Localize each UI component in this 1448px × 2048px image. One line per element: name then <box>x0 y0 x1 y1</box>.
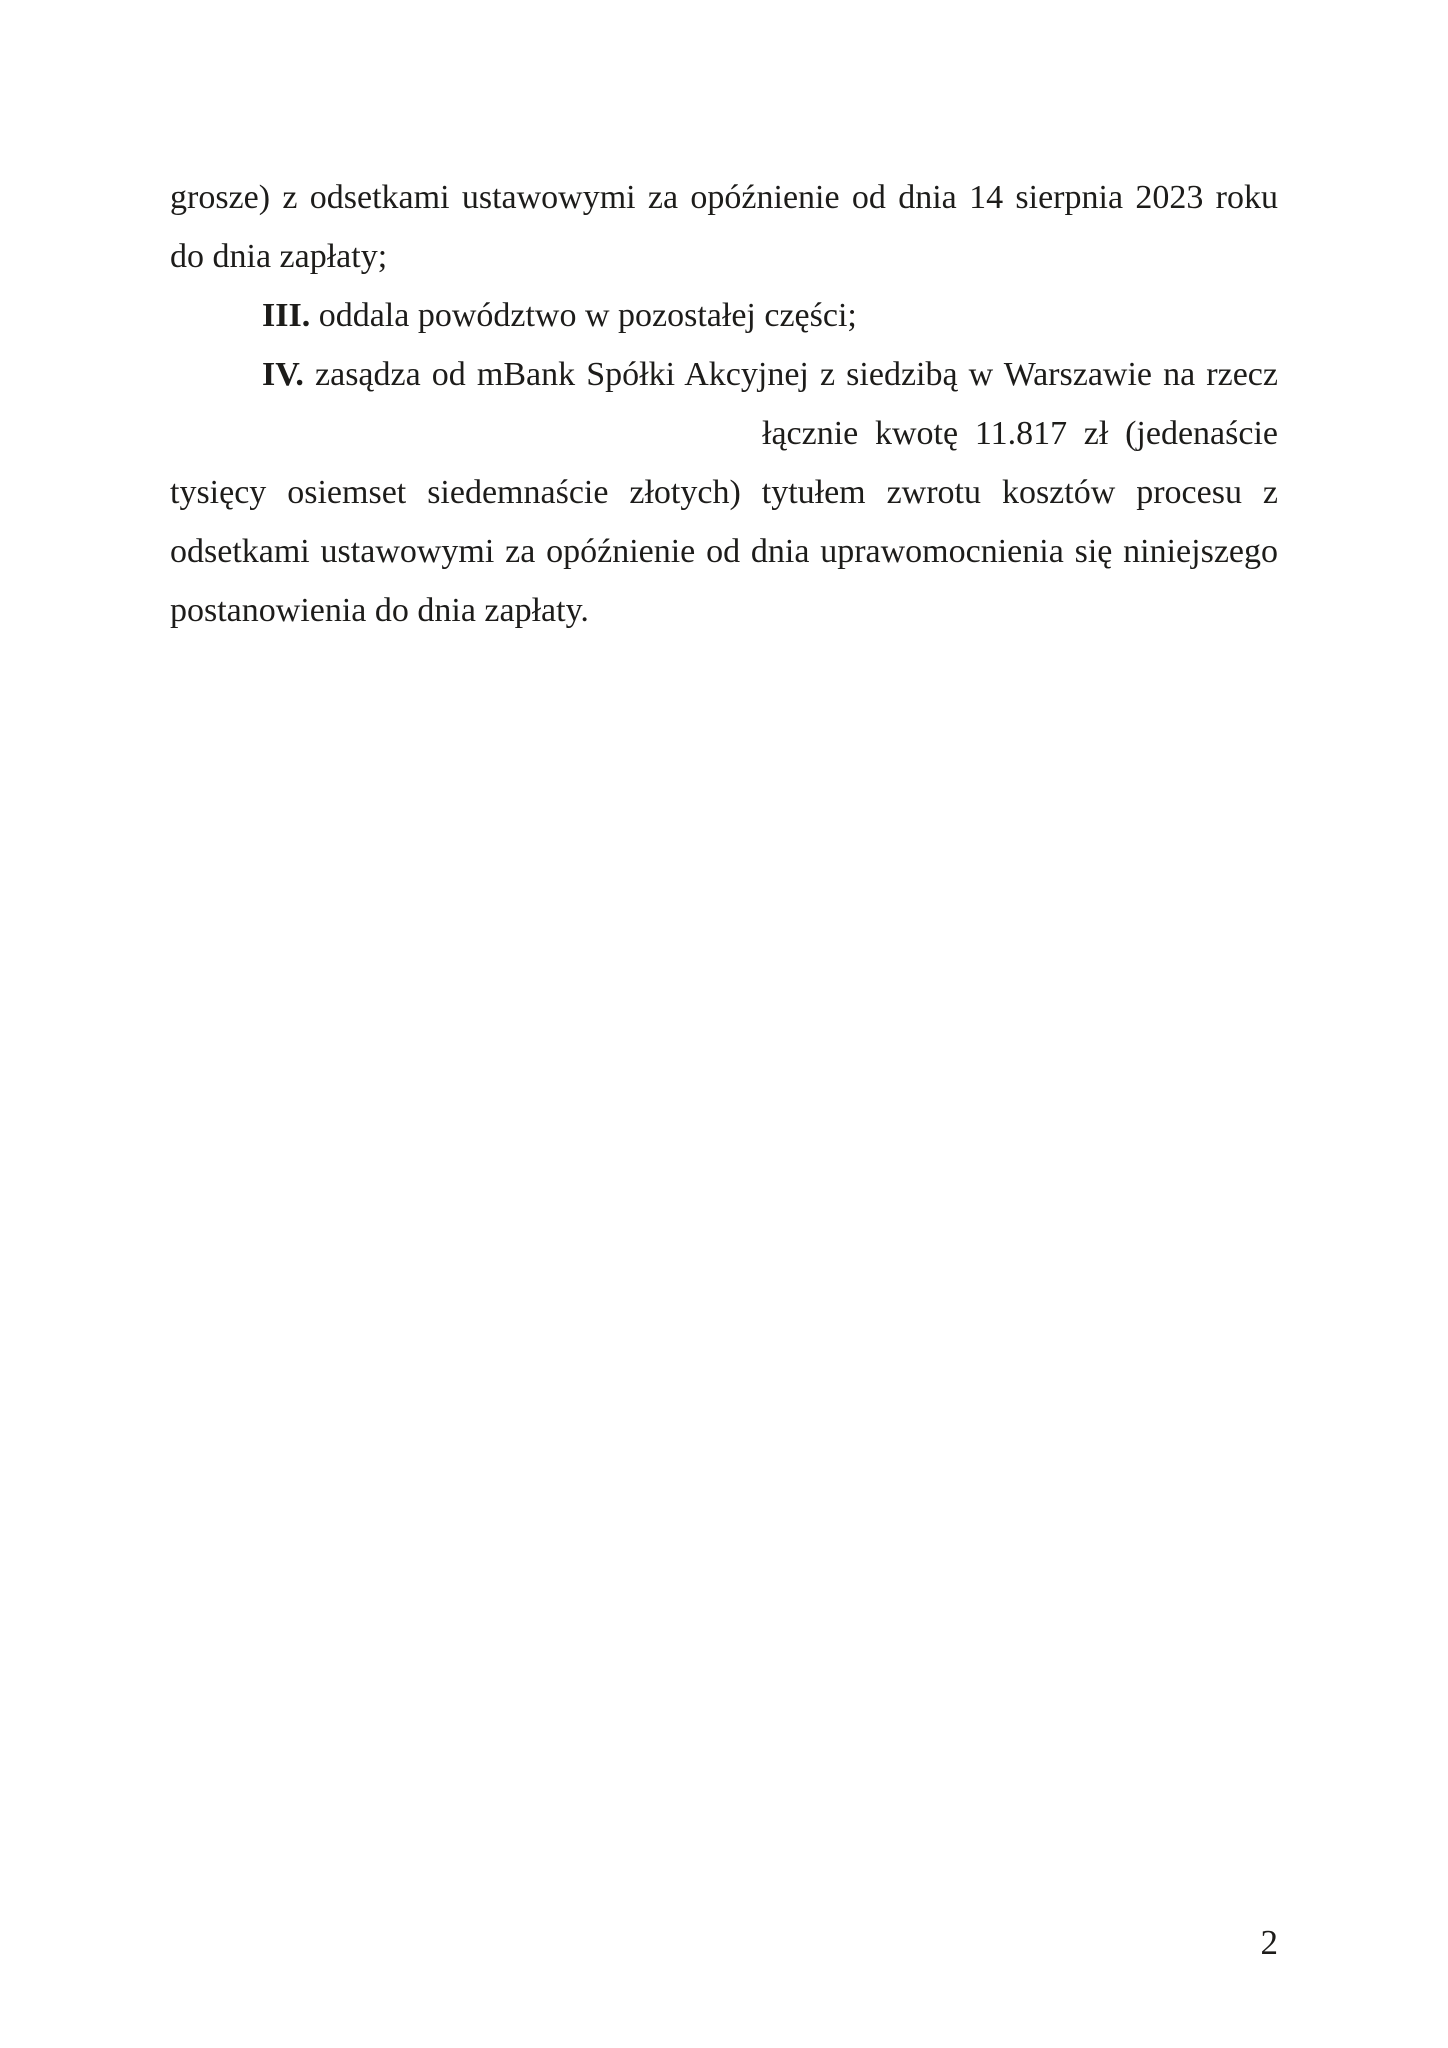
document-body <box>170 168 1278 640</box>
line-text: odsetkami ustawowymi za opóźnienie od dnia uprawomocnienia się niniejszego <box>170 533 1278 570</box>
text-line <box>170 463 1278 522</box>
text-line <box>170 168 1278 227</box>
text-line <box>170 581 1278 640</box>
line-text: oddala powództwo w pozostałej części; <box>310 297 857 334</box>
text-line <box>170 522 1278 581</box>
page-number: 2 <box>1260 1923 1278 1962</box>
line-text: do dnia zapłaty; <box>170 238 388 275</box>
line-text: tysięcy osiemset siedemnaście złotych) tytułem zwrotu kosztów procesu z <box>170 474 1278 511</box>
text-line-item-iii <box>170 286 1278 345</box>
line-text: grosze) z odsetkami ustawowymi za opóźnienie od dnia 14 sierpnia 2023 roku <box>170 179 1278 216</box>
line-text: łącznie kwotę 11.817 zł (jedenaście <box>762 415 1278 452</box>
item-marker-iv: IV. <box>262 356 304 393</box>
text-line-redacted-gap <box>170 404 1278 463</box>
item-marker-iii: III. <box>262 297 311 334</box>
text-line-item-iv <box>170 345 1278 404</box>
line-text: zasądza od mBank Spółki Akcyjnej z siedzibą w Warszawie na rzecz <box>303 356 1278 393</box>
line-text: postanowienia do dnia zapłaty. <box>170 592 589 629</box>
text-line <box>170 227 1278 286</box>
